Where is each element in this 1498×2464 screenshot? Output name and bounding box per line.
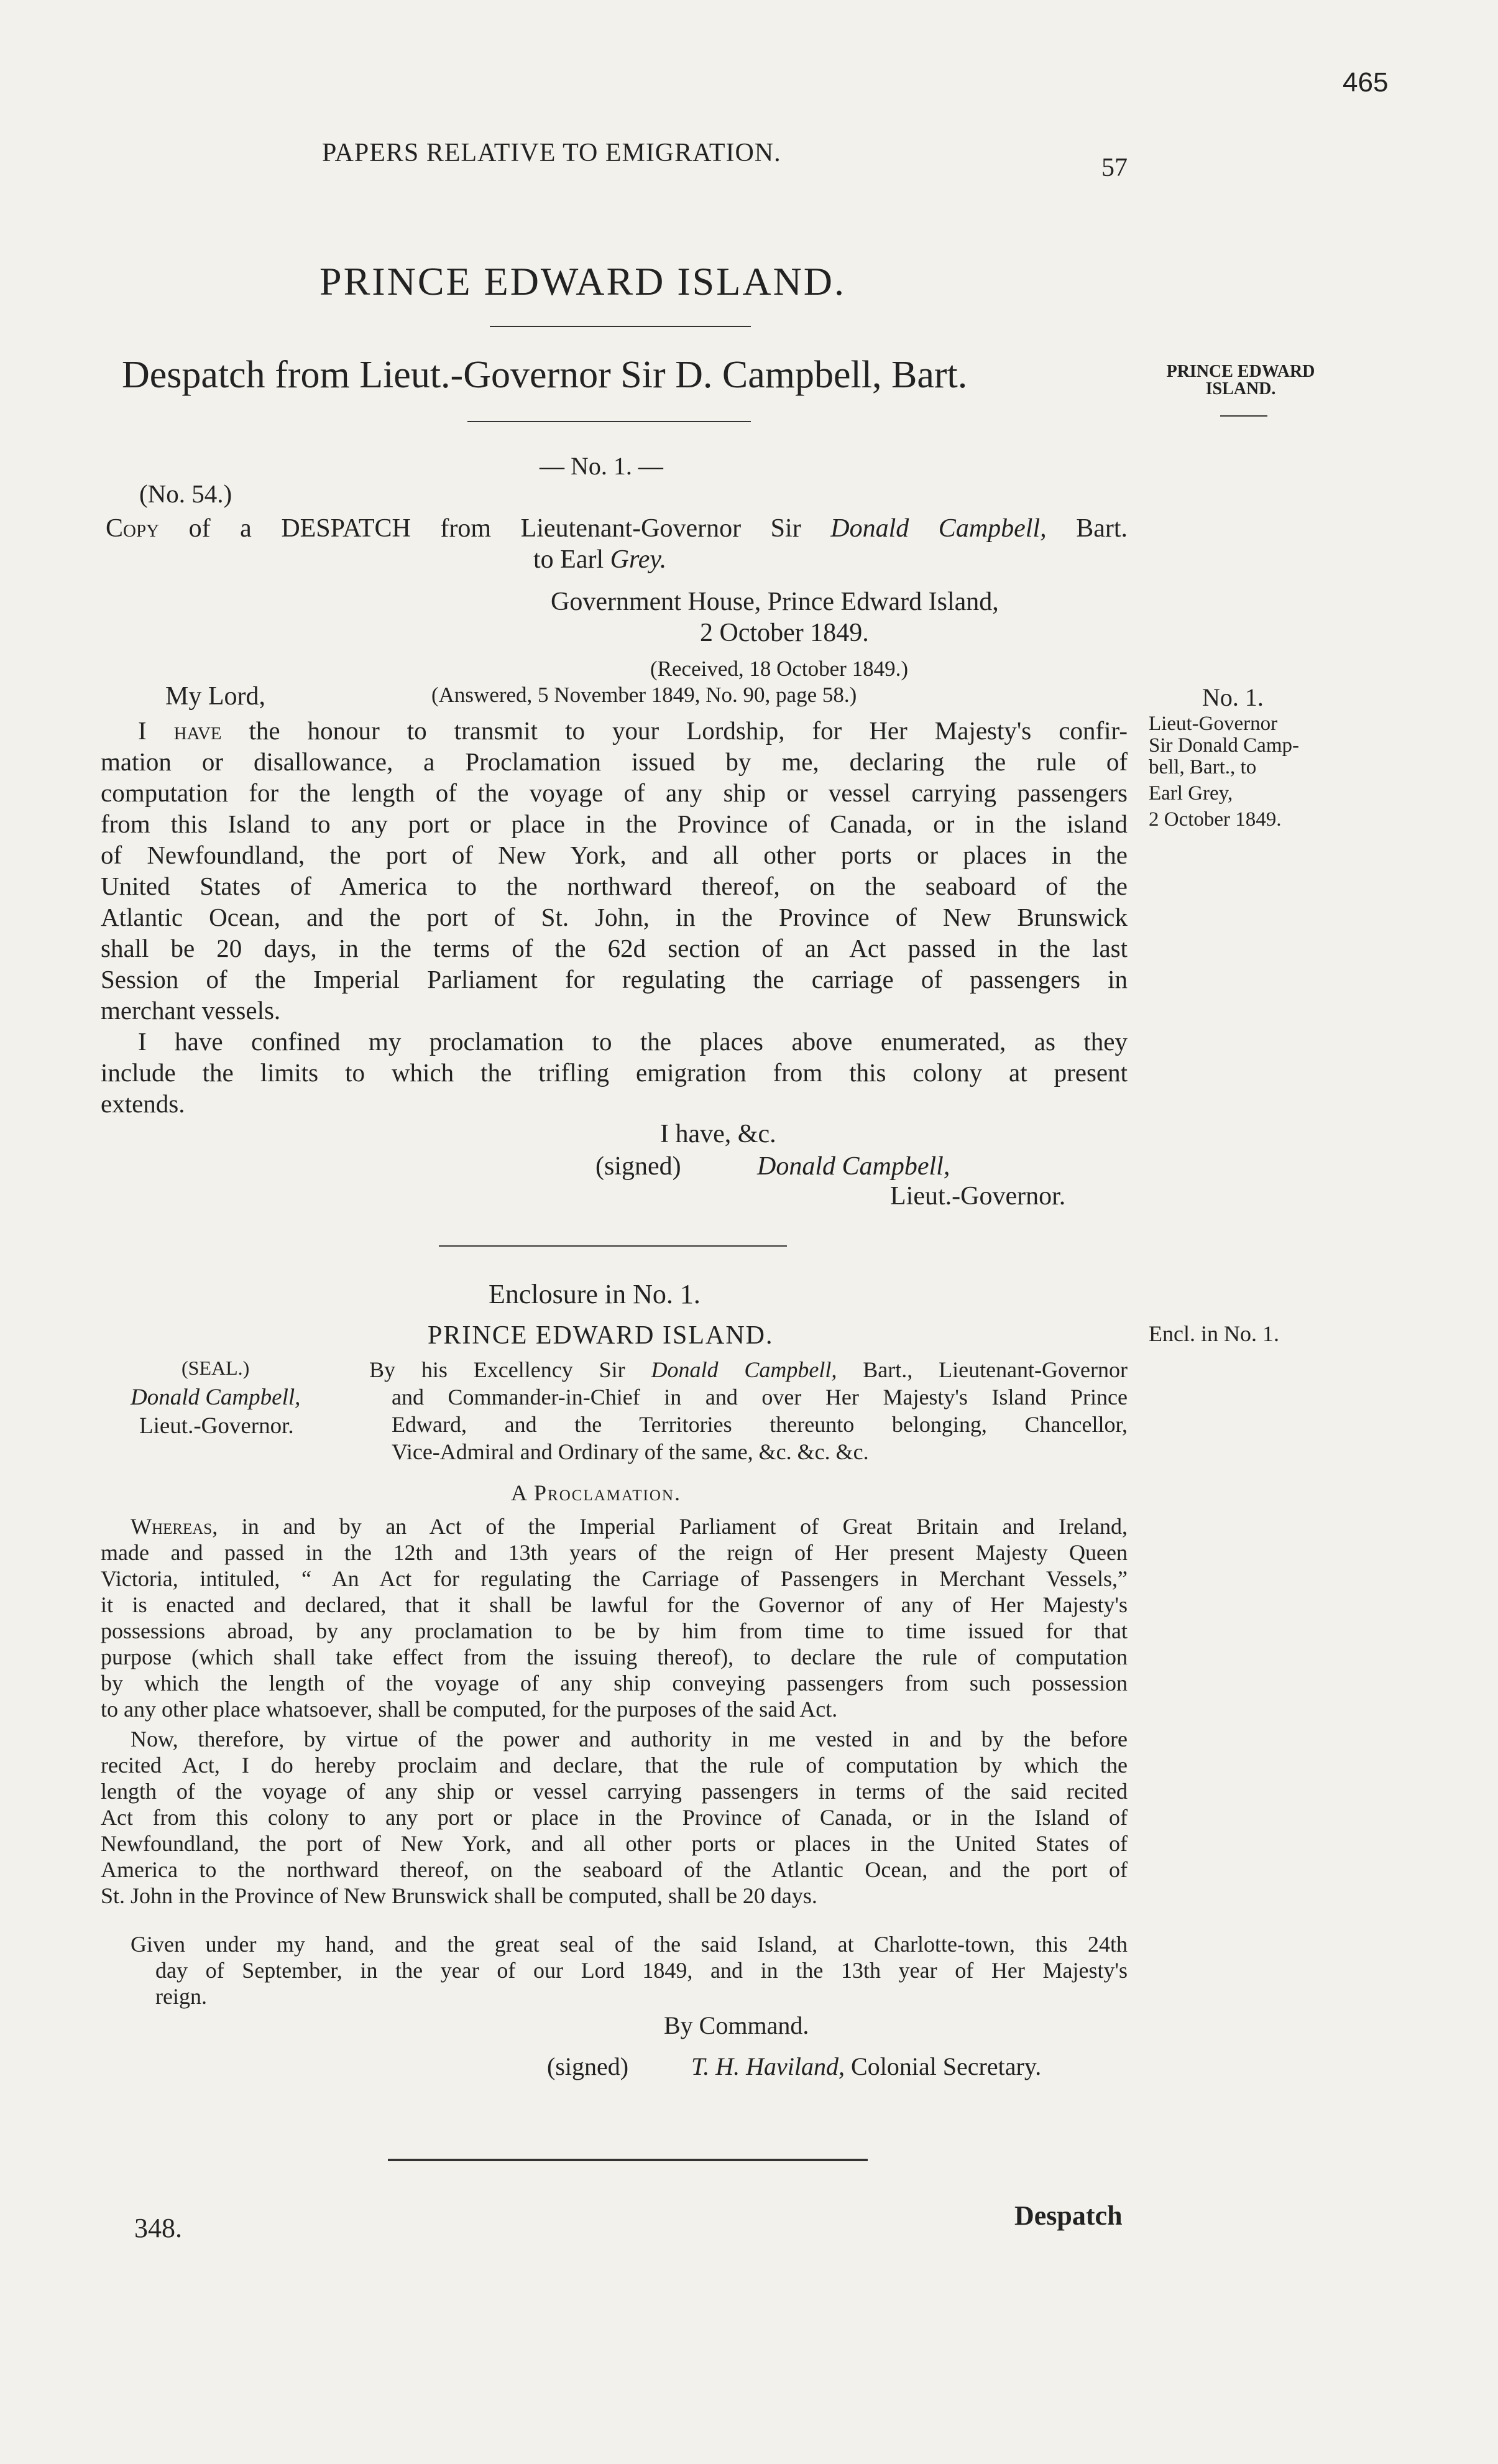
given-line-3: reign. <box>155 1984 207 2009</box>
secretary-name: T. H. Haviland, <box>691 2052 845 2080</box>
now-therefore-line-7: St. John in the Province of New Brunswick shall be computed, shall be 20 days. <box>101 1883 817 1908</box>
despatch-serial: (No. 54.) <box>139 479 232 508</box>
enclosure-heading: Enclosure in No. 1. <box>489 1279 701 1309</box>
margin-note-line-2: Sir Donald Camp- <box>1149 734 1299 757</box>
by-command: By Command. <box>664 2011 809 2039</box>
copy-middle: of a DESPATCH from Lieutenant-Governor Sir <box>159 514 831 543</box>
enclosure-title: PRINCE EDWARD ISLAND. <box>428 1321 774 1350</box>
margin-note-line-5: 2 October 1849. <box>1149 808 1282 831</box>
received-date: (Received, 18 October 1849.) <box>650 657 908 681</box>
by-name: Donald Campbell, <box>651 1357 837 1382</box>
signature-mark: 348. <box>134 2213 182 2243</box>
margin-note-line-1: Lieut-Governor <box>1149 713 1278 735</box>
seal-label: (SEAL.) <box>182 1357 250 1379</box>
copy-name: Donald Campbell, <box>830 514 1047 543</box>
end-rule <box>388 2159 868 2161</box>
whereas-line-8: to any other place whatsoever, shall be computed, for the purposes of the said Act. <box>101 1697 838 1722</box>
catchword: Despatch <box>1014 2200 1123 2231</box>
seal-title: Lieut.-Governor. <box>139 1413 294 1439</box>
whereas-line-1 <box>131 1513 1128 1539</box>
running-header: PAPERS RELATIVE TO EMIGRATION. <box>322 139 781 167</box>
despatch-paragraph-1-line-2: mation or disallowance, a Proclamation issued by me, declaring the rule of <box>101 747 1128 776</box>
secretary-title: Colonial Secretary. <box>845 2052 1042 2080</box>
now-therefore-line-2: recited Act, I do hereby proclaim and declare, that the rule of computation by which the <box>101 1753 1128 1778</box>
despatch-paragraph-2-line-3: extends. <box>101 1089 185 1118</box>
whereas-line-7: by which the length of the voyage of any ship conveying passengers from such possession <box>101 1671 1128 1696</box>
despatch-paragraph-1-line-4: from this Island to any port or place in the Province of Canada, or in the island <box>101 810 1128 838</box>
heading-rule <box>467 421 751 422</box>
despatch-signature-title: Lieut.-Governor. <box>890 1182 1066 1211</box>
header-page-number: 57 <box>1101 154 1128 182</box>
now-therefore-line-6: America to the northward thereof, on the seaboard of the Atlantic Ocean, and the port of <box>101 1857 1128 1882</box>
despatch-paragraph-2-line-2: include the limits to which the trifling emigration from this colony at present <box>101 1058 1128 1087</box>
margin-note-line-3: bell, Bart., to <box>1149 756 1257 778</box>
enclosure-signed-label: (signed) <box>547 2052 629 2080</box>
margin-section-label <box>1147 363 1334 398</box>
whereas-line-2: made and passed in the 12th and 13th years of the reign of Her present Majesty Queen <box>101 1540 1128 1565</box>
answered-date: (Answered, 5 November 1849, No. 90, page 58.) <box>431 683 857 707</box>
despatch-paragraph-1-line-1 <box>138 715 1128 747</box>
salutation: My Lord, <box>165 682 265 711</box>
despatch-paragraph-1-line-10: merchant vessels. <box>101 996 281 1025</box>
excellency-line-4: Vice-Admiral and Ordinary of the same, &c. &c. &c. <box>392 1439 869 1464</box>
despatch-paragraph-2-line-1: I have confined my proclamation to the places above enumerated, as they <box>138 1027 1128 1056</box>
excellency-line-1 <box>369 1357 1128 1383</box>
despatch-paragraph-1-line-8: shall be 20 days, in the terms of the 62d section of an Act passed in the last <box>101 934 1128 962</box>
seal-name: Donald Campbell, <box>131 1385 301 1410</box>
section-title: PRINCE EDWARD ISLAND. <box>319 259 846 303</box>
despatch-place: Government House, Prince Edward Island, <box>551 588 999 616</box>
excellency-line-2: and Commander-in-Chief in and over Her Majesty's Island Prince <box>392 1385 1128 1410</box>
despatch-signature: Donald Campbell, <box>757 1152 950 1181</box>
despatch-heading: Despatch from Lieut.-Governor Sir D. Campbell, Bart. <box>122 354 968 396</box>
despatch-date: 2 October 1849. <box>700 619 869 647</box>
now-therefore-line-3: length of the voyage of any ship or vessel carrying passengers in terms of the said recited <box>101 1779 1128 1804</box>
excellency-line-3: Edward, and the Territories thereunto belonging, Chancellor, <box>392 1412 1128 1437</box>
given-line-2: day of September, in the year of our Lord 1849, and in the 13th year of Her Majesty's <box>155 1958 1128 1983</box>
copy-line <box>106 514 1128 543</box>
by-prefix: By his Excellency Sir <box>369 1357 651 1382</box>
despatch-paragraph-1-line-3: computation for the length of the voyage of any ship or vessel carrying passengers <box>101 778 1128 807</box>
enclosure-margin-note: Encl. in No. 1. <box>1149 1321 1279 1346</box>
to-name: Grey. <box>610 545 667 574</box>
whereas-line-3: Victoria, intituled, “ An Act for regulating the Carriage of Passengers in Merchant Vessels,” <box>101 1566 1128 1591</box>
despatch-paragraph-1-line-9: Session of the Imperial Parliament for regulating the carriage of passengers in <box>101 965 1128 994</box>
whereas-lead: Whereas, <box>131 1514 218 1539</box>
despatch-paragraph-1-line-6: United States of America to the northward thereof, on the seaboard of the <box>101 872 1128 900</box>
now-therefore-line-1: Now, therefore, by virtue of the power and authority in me vested in and by the before <box>131 1727 1128 1751</box>
given-line-1: Given under my hand, and the great seal of the said Island, at Charlotte-town, this 24th <box>131 1932 1128 1957</box>
to-line <box>533 545 666 574</box>
despatch-signed-label: (signed) <box>595 1152 681 1181</box>
para1-lead: I have <box>138 716 222 745</box>
now-therefore-line-5: Newfoundland, the port of New York, and all other ports or places in the United States of <box>101 1831 1128 1856</box>
title-rule <box>490 326 751 327</box>
now-therefore-line-4: Act from this colony to any port or place in the Province of Canada, or in the Island of <box>101 1805 1128 1830</box>
whereas-line-6: purpose (which shall take effect from the issuing thereof), to declare the rule of computation <box>101 1645 1128 1669</box>
page-number: 465 <box>1343 67 1389 98</box>
copy-prefix: Copy <box>106 514 160 543</box>
margin-section-rule <box>1220 415 1267 417</box>
margin-note-number: No. 1. <box>1202 683 1264 711</box>
margin-section-line2: ISLAND. <box>1205 379 1276 399</box>
to-prefix: to Earl <box>533 545 610 574</box>
despatch-closing: I have, &c. <box>660 1120 776 1148</box>
proclamation-heading: A Proclamation. <box>511 1480 681 1505</box>
margin-note-line-4: Earl Grey, <box>1149 782 1233 805</box>
whereas-line-5: possessions abroad, by any proclamation to be by him from time to time issued for that <box>101 1618 1128 1643</box>
margin-section-line1: PRINCE EDWARD <box>1166 362 1315 381</box>
despatch-paragraph-1-line-5: of Newfoundland, the port of New York, and all other ports or places in the <box>101 841 1128 869</box>
despatch-paragraph-1-line-7: Atlantic Ocean, and the port of St. John, in the Province of New Brunswick <box>101 903 1128 931</box>
whereas-line-4: it is enacted and declared, that it shall be lawful for the Governor of any of Her Majesty's <box>101 1592 1128 1617</box>
whereas-text: in and by an Act of the Imperial Parliament of Great Britain and Ireland, <box>218 1514 1128 1539</box>
section-divider <box>439 1245 787 1247</box>
secretary-signature <box>691 2052 1041 2081</box>
despatch-number-heading: — No. 1. — <box>540 452 663 480</box>
copy-suffix: Bart. <box>1046 514 1128 543</box>
by-suffix: Bart., Lieutenant-Governor <box>837 1357 1128 1382</box>
para1-line: the honour to transmit to your Lordship, for Her Majesty's confir- <box>221 716 1128 745</box>
